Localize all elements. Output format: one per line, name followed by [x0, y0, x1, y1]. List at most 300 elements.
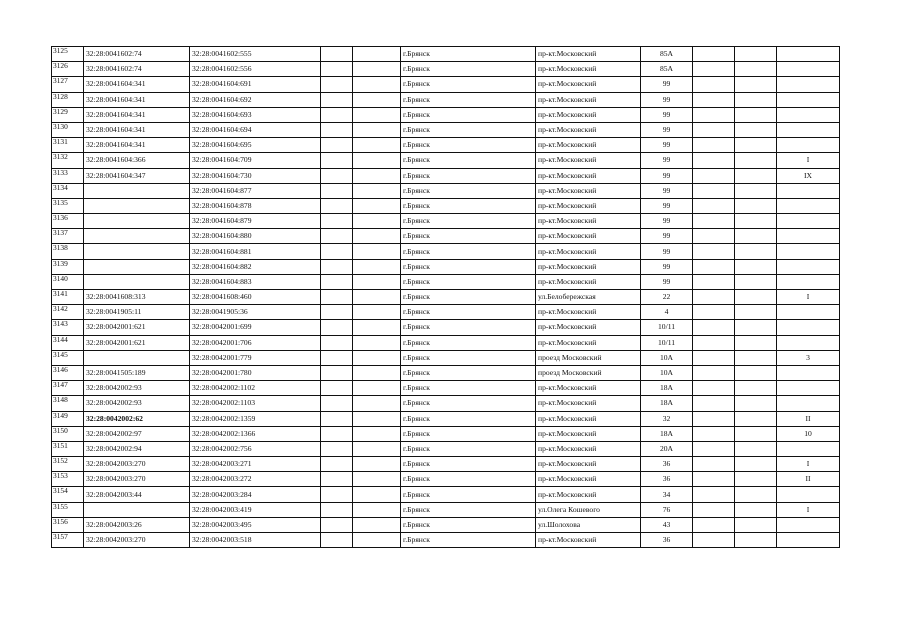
parent-cadastral-number: 32:28:0041608:313 — [84, 290, 190, 305]
empty-cell — [353, 92, 401, 107]
row-number: 3156 — [52, 517, 84, 532]
street: пр-кт.Московский — [536, 457, 641, 472]
premises-number — [777, 244, 840, 259]
premises-number — [777, 92, 840, 107]
empty-cell — [693, 441, 735, 456]
empty-cell — [693, 259, 735, 274]
empty-cell — [735, 153, 777, 168]
city: г.Брянск — [401, 411, 536, 426]
premises-number — [777, 214, 840, 229]
cadastral-number: 32:28:0042002:1102 — [190, 381, 321, 396]
cadastral-number: 32:28:0041604:879 — [190, 214, 321, 229]
parent-cadastral-number — [84, 183, 190, 198]
cadastral-number: 32:28:0041604:882 — [190, 259, 321, 274]
empty-cell — [693, 290, 735, 305]
street: пр-кт.Московский — [536, 198, 641, 213]
empty-cell — [735, 290, 777, 305]
empty-cell — [353, 274, 401, 289]
table-row — [52, 138, 840, 153]
parent-cadastral-number: 32:28:0042002:97 — [84, 426, 190, 441]
empty-cell — [353, 396, 401, 411]
parent-cadastral-number — [84, 274, 190, 289]
house-number: 10А — [641, 365, 693, 380]
empty-cell — [321, 274, 353, 289]
street: пр-кт.Московский — [536, 472, 641, 487]
street: пр-кт.Московский — [536, 305, 641, 320]
row-number: 3154 — [52, 487, 84, 502]
empty-cell — [735, 274, 777, 289]
parent-cadastral-number: 32:28:0042002:94 — [84, 441, 190, 456]
empty-cell — [321, 502, 353, 517]
table-row — [52, 122, 840, 137]
row-number: 3152 — [52, 457, 84, 472]
city: г.Брянск — [401, 138, 536, 153]
empty-cell — [321, 229, 353, 244]
city: г.Брянск — [401, 47, 536, 62]
table-row — [52, 517, 840, 532]
premises-number: I — [777, 502, 840, 517]
empty-cell — [353, 533, 401, 548]
street: пр-кт.Московский — [536, 62, 641, 77]
row-number: 3144 — [52, 335, 84, 350]
city: г.Брянск — [401, 244, 536, 259]
street: пр-кт.Московский — [536, 381, 641, 396]
premises-number — [777, 533, 840, 548]
parent-cadastral-number: 32:28:0042003:270 — [84, 472, 190, 487]
city: г.Брянск — [401, 350, 536, 365]
empty-cell — [693, 320, 735, 335]
house-number: 99 — [641, 259, 693, 274]
empty-cell — [353, 502, 401, 517]
empty-cell — [321, 305, 353, 320]
row-number: 3145 — [52, 350, 84, 365]
empty-cell — [693, 77, 735, 92]
parent-cadastral-number: 32:28:0042002:93 — [84, 396, 190, 411]
parent-cadastral-number — [84, 244, 190, 259]
empty-cell — [735, 122, 777, 137]
empty-cell — [353, 411, 401, 426]
empty-cell — [693, 92, 735, 107]
premises-number — [777, 122, 840, 137]
empty-cell — [693, 517, 735, 532]
cadastral-number: 32:28:0041604:695 — [190, 138, 321, 153]
house-number: 10/11 — [641, 335, 693, 350]
empty-cell — [693, 244, 735, 259]
parent-cadastral-number: 32:28:0042002:93 — [84, 381, 190, 396]
city: г.Брянск — [401, 122, 536, 137]
row-number: 3140 — [52, 274, 84, 289]
parent-cadastral-number — [84, 259, 190, 274]
empty-cell — [321, 77, 353, 92]
table-row — [52, 198, 840, 213]
row-number: 3138 — [52, 244, 84, 259]
city: г.Брянск — [401, 183, 536, 198]
empty-cell — [735, 214, 777, 229]
house-number: 22 — [641, 290, 693, 305]
empty-cell — [353, 153, 401, 168]
empty-cell — [321, 122, 353, 137]
house-number: 99 — [641, 107, 693, 122]
premises-number — [777, 107, 840, 122]
street: ул.Шолохова — [536, 517, 641, 532]
empty-cell — [735, 411, 777, 426]
row-number: 3130 — [52, 122, 84, 137]
city: г.Брянск — [401, 533, 536, 548]
city: г.Брянск — [401, 396, 536, 411]
premises-number: II — [777, 411, 840, 426]
cadastral-number: 32:28:0041604:881 — [190, 244, 321, 259]
empty-cell — [321, 533, 353, 548]
street: проезд Московский — [536, 350, 641, 365]
table-row — [52, 502, 840, 517]
house-number: 18А — [641, 426, 693, 441]
house-number: 18А — [641, 381, 693, 396]
empty-cell — [353, 517, 401, 532]
empty-cell — [735, 138, 777, 153]
empty-cell — [321, 350, 353, 365]
table-row — [52, 214, 840, 229]
row-number: 3146 — [52, 365, 84, 380]
city: г.Брянск — [401, 305, 536, 320]
premises-number — [777, 381, 840, 396]
parent-cadastral-number: 32:28:0042003:44 — [84, 487, 190, 502]
table-row — [52, 107, 840, 122]
house-number: 36 — [641, 457, 693, 472]
empty-cell — [693, 153, 735, 168]
house-number: 4 — [641, 305, 693, 320]
empty-cell — [693, 335, 735, 350]
city: г.Брянск — [401, 472, 536, 487]
premises-number — [777, 183, 840, 198]
empty-cell — [321, 244, 353, 259]
street: пр-кт.Московский — [536, 244, 641, 259]
table-row — [52, 259, 840, 274]
empty-cell — [693, 122, 735, 137]
house-number: 99 — [641, 244, 693, 259]
city: г.Брянск — [401, 487, 536, 502]
empty-cell — [693, 533, 735, 548]
empty-cell — [353, 183, 401, 198]
empty-cell — [735, 533, 777, 548]
parent-cadastral-number: 32:28:0041602:74 — [84, 47, 190, 62]
city: г.Брянск — [401, 365, 536, 380]
city: г.Брянск — [401, 441, 536, 456]
row-number: 3127 — [52, 77, 84, 92]
empty-cell — [353, 320, 401, 335]
empty-cell — [735, 77, 777, 92]
table-row — [52, 441, 840, 456]
row-number: 3157 — [52, 533, 84, 548]
empty-cell — [693, 47, 735, 62]
empty-cell — [321, 411, 353, 426]
empty-cell — [693, 457, 735, 472]
table-row — [52, 305, 840, 320]
cadastral-number: 32:28:0042003:419 — [190, 502, 321, 517]
empty-cell — [735, 244, 777, 259]
empty-cell — [321, 365, 353, 380]
street: пр-кт.Московский — [536, 92, 641, 107]
empty-cell — [693, 365, 735, 380]
empty-cell — [693, 198, 735, 213]
empty-cell — [353, 229, 401, 244]
table-row — [52, 274, 840, 289]
street: пр-кт.Московский — [536, 168, 641, 183]
parent-cadastral-number: 32:28:0041905:11 — [84, 305, 190, 320]
row-number: 3151 — [52, 441, 84, 456]
city: г.Брянск — [401, 107, 536, 122]
parent-cadastral-number: 32:28:0041604:341 — [84, 77, 190, 92]
empty-cell — [693, 396, 735, 411]
empty-cell — [735, 229, 777, 244]
house-number: 99 — [641, 214, 693, 229]
house-number: 20А — [641, 441, 693, 456]
empty-cell — [693, 426, 735, 441]
empty-cell — [353, 350, 401, 365]
empty-cell — [353, 335, 401, 350]
table-row — [52, 47, 840, 62]
empty-cell — [735, 381, 777, 396]
street: пр-кт.Московский — [536, 107, 641, 122]
house-number: 99 — [641, 198, 693, 213]
street: проезд Московский — [536, 365, 641, 380]
premises-number — [777, 47, 840, 62]
parent-cadastral-number: 32:28:0042003:270 — [84, 457, 190, 472]
row-number: 3143 — [52, 320, 84, 335]
house-number: 43 — [641, 517, 693, 532]
empty-cell — [735, 517, 777, 532]
empty-cell — [693, 487, 735, 502]
city: г.Брянск — [401, 168, 536, 183]
empty-cell — [693, 214, 735, 229]
cadastral-number: 32:28:0042002:756 — [190, 441, 321, 456]
empty-cell — [693, 168, 735, 183]
empty-cell — [321, 168, 353, 183]
parent-cadastral-number: 32:28:0041604:341 — [84, 107, 190, 122]
street: пр-кт.Московский — [536, 214, 641, 229]
empty-cell — [735, 198, 777, 213]
city: г.Брянск — [401, 457, 536, 472]
street: ул.Белобережская — [536, 290, 641, 305]
table-row — [52, 244, 840, 259]
table-row — [52, 335, 840, 350]
parent-cadastral-number — [84, 350, 190, 365]
row-number: 3148 — [52, 396, 84, 411]
cadastral-number: 32:28:0041604:691 — [190, 77, 321, 92]
row-number: 3153 — [52, 472, 84, 487]
table-row — [52, 62, 840, 77]
empty-cell — [735, 47, 777, 62]
street: ул.Олега Кошевого — [536, 502, 641, 517]
premises-number — [777, 335, 840, 350]
empty-cell — [693, 350, 735, 365]
city: г.Брянск — [401, 426, 536, 441]
street: пр-кт.Московский — [536, 47, 641, 62]
table-row — [52, 92, 840, 107]
premises-number — [777, 229, 840, 244]
cadastral-number: 32:28:0042001:780 — [190, 365, 321, 380]
empty-cell — [693, 274, 735, 289]
empty-cell — [321, 441, 353, 456]
empty-cell — [693, 472, 735, 487]
street: пр-кт.Московский — [536, 153, 641, 168]
city: г.Брянск — [401, 517, 536, 532]
empty-cell — [353, 244, 401, 259]
empty-cell — [353, 487, 401, 502]
empty-cell — [321, 426, 353, 441]
premises-number — [777, 198, 840, 213]
premises-number — [777, 517, 840, 532]
parent-cadastral-number: 32:28:0042003:270 — [84, 533, 190, 548]
parent-cadastral-number — [84, 502, 190, 517]
table-row — [52, 229, 840, 244]
table-row — [52, 396, 840, 411]
city: г.Брянск — [401, 214, 536, 229]
cadastral-number: 32:28:0041608:460 — [190, 290, 321, 305]
empty-cell — [353, 47, 401, 62]
cadastral-number: 32:28:0042002:1366 — [190, 426, 321, 441]
cadastral-number: 32:28:0042002:1103 — [190, 396, 321, 411]
parent-cadastral-number: 32:28:0042001:621 — [84, 335, 190, 350]
table-row — [52, 426, 840, 441]
house-number: 18А — [641, 396, 693, 411]
row-number: 3150 — [52, 426, 84, 441]
row-number: 3135 — [52, 198, 84, 213]
empty-cell — [321, 320, 353, 335]
empty-cell — [321, 183, 353, 198]
table-row — [52, 77, 840, 92]
street: пр-кт.Московский — [536, 426, 641, 441]
empty-cell — [321, 198, 353, 213]
empty-cell — [693, 305, 735, 320]
parent-cadastral-number: 32:28:0042003:26 — [84, 517, 190, 532]
street: пр-кт.Московский — [536, 335, 641, 350]
street: пр-кт.Московский — [536, 183, 641, 198]
house-number: 99 — [641, 138, 693, 153]
premises-number: 3 — [777, 350, 840, 365]
cadastral-number: 32:28:0041604:694 — [190, 122, 321, 137]
table-row — [52, 457, 840, 472]
table-row — [52, 153, 840, 168]
empty-cell — [735, 92, 777, 107]
house-number: 99 — [641, 168, 693, 183]
premises-number: IX — [777, 168, 840, 183]
empty-cell — [735, 168, 777, 183]
parent-cadastral-number — [84, 198, 190, 213]
premises-number — [777, 62, 840, 77]
empty-cell — [321, 153, 353, 168]
street: пр-кт.Московский — [536, 274, 641, 289]
row-number: 3149 — [52, 411, 84, 426]
empty-cell — [321, 214, 353, 229]
parent-cadastral-number — [84, 214, 190, 229]
empty-cell — [353, 168, 401, 183]
empty-cell — [321, 381, 353, 396]
table-row — [52, 365, 840, 380]
empty-cell — [735, 183, 777, 198]
row-number: 3147 — [52, 381, 84, 396]
empty-cell — [735, 441, 777, 456]
empty-cell — [353, 107, 401, 122]
house-number: 99 — [641, 77, 693, 92]
cadastral-number: 32:28:0041602:555 — [190, 47, 321, 62]
table-row — [52, 290, 840, 305]
parent-cadastral-number — [84, 229, 190, 244]
row-number: 3136 — [52, 214, 84, 229]
premises-number — [777, 138, 840, 153]
premises-number — [777, 274, 840, 289]
empty-cell — [321, 457, 353, 472]
city: г.Брянск — [401, 335, 536, 350]
empty-cell — [693, 229, 735, 244]
premises-number — [777, 441, 840, 456]
cadastral-number: 32:28:0042001:699 — [190, 320, 321, 335]
row-number: 3132 — [52, 153, 84, 168]
cadastral-number: 32:28:0041602:556 — [190, 62, 321, 77]
cadastral-number: 32:28:0042001:779 — [190, 350, 321, 365]
cadastral-number: 32:28:0042003:495 — [190, 517, 321, 532]
empty-cell — [353, 138, 401, 153]
street: пр-кт.Московский — [536, 320, 641, 335]
table-row — [52, 183, 840, 198]
city: г.Брянск — [401, 77, 536, 92]
street: пр-кт.Московский — [536, 138, 641, 153]
parent-cadastral-number: 32:28:0041604:366 — [84, 153, 190, 168]
empty-cell — [353, 441, 401, 456]
city: г.Брянск — [401, 153, 536, 168]
empty-cell — [735, 472, 777, 487]
city: г.Брянск — [401, 274, 536, 289]
cadastral-number: 32:28:0042003:271 — [190, 457, 321, 472]
empty-cell — [693, 138, 735, 153]
premises-number — [777, 396, 840, 411]
house-number: 99 — [641, 274, 693, 289]
house-number: 85А — [641, 62, 693, 77]
table-row — [52, 533, 840, 548]
empty-cell — [353, 381, 401, 396]
street: пр-кт.Московский — [536, 441, 641, 456]
premises-number: I — [777, 290, 840, 305]
parent-cadastral-number: 32:28:0041604:341 — [84, 92, 190, 107]
cadastral-number: 32:28:0041604:693 — [190, 107, 321, 122]
table-row — [52, 381, 840, 396]
cadastral-number: 32:28:0042003:272 — [190, 472, 321, 487]
city: г.Брянск — [401, 320, 536, 335]
cadastral-number: 32:28:0042001:706 — [190, 335, 321, 350]
house-number: 99 — [641, 122, 693, 137]
empty-cell — [735, 107, 777, 122]
house-number: 36 — [641, 472, 693, 487]
empty-cell — [353, 77, 401, 92]
parent-cadastral-number: 32:28:0042002:62 — [84, 411, 190, 426]
row-number: 3139 — [52, 259, 84, 274]
empty-cell — [735, 487, 777, 502]
table-row — [52, 350, 840, 365]
city: г.Брянск — [401, 198, 536, 213]
empty-cell — [353, 305, 401, 320]
house-number: 76 — [641, 502, 693, 517]
city: г.Брянск — [401, 92, 536, 107]
empty-cell — [693, 62, 735, 77]
empty-cell — [353, 122, 401, 137]
empty-cell — [735, 396, 777, 411]
empty-cell — [735, 457, 777, 472]
cadastral-number: 32:28:0042003:284 — [190, 487, 321, 502]
parent-cadastral-number: 32:28:0041505:189 — [84, 365, 190, 380]
cadastral-number: 32:28:0041604:878 — [190, 198, 321, 213]
empty-cell — [321, 487, 353, 502]
parent-cadastral-number: 32:28:0041604:347 — [84, 168, 190, 183]
row-number: 3134 — [52, 183, 84, 198]
